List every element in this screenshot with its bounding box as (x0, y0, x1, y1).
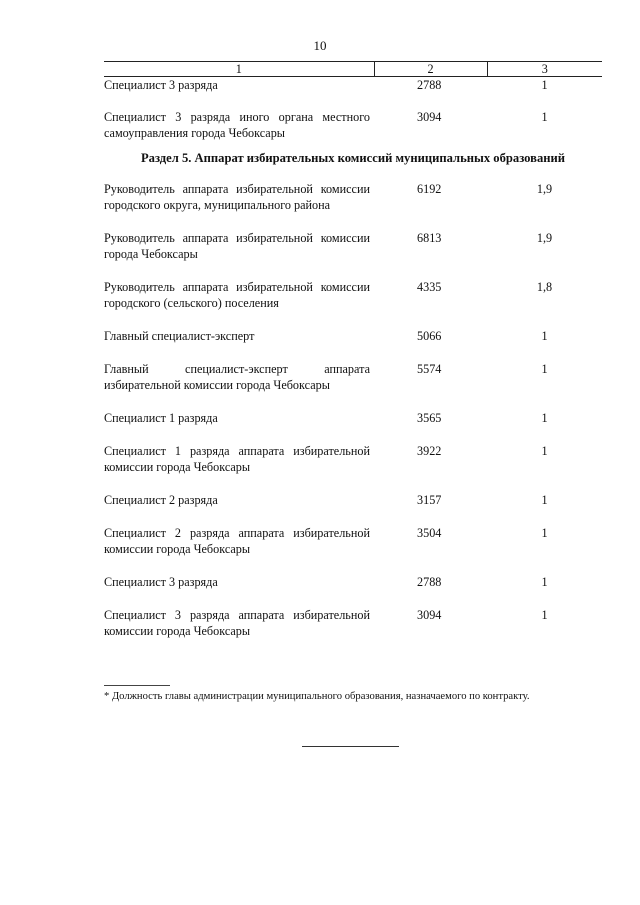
salary-value: 3094 (417, 110, 442, 124)
position-name: Руководитель аппарата избирательной комиссии города Чебоксары (104, 231, 370, 261)
salary-value: 3094 (417, 608, 442, 622)
coefficient-value: 1 (541, 493, 548, 507)
position-name: Руководитель аппарата избирательной комиссии городского (сельского) поселения (104, 280, 370, 310)
table-row (104, 279, 602, 311)
coefficient-value: 1,9 (536, 182, 553, 196)
position-name: Специалист 3 разряда (104, 575, 218, 589)
coefficient-value: 1 (541, 526, 548, 540)
column-header-2: 2 (374, 62, 487, 77)
coefficient-value: 1 (541, 78, 548, 92)
column-header-3: 3 (487, 62, 602, 77)
column-header-1: 1 (104, 62, 374, 77)
table-row (104, 181, 602, 213)
coefficient-value: 1 (541, 110, 548, 124)
position-name: Специалист 2 разряда аппарата избирательной комиссии города Чебоксары (104, 526, 370, 556)
salary-table (104, 61, 602, 639)
position-name: Специалист 1 разряда (104, 411, 218, 425)
table-row (104, 109, 602, 141)
salary-value: 3504 (417, 526, 442, 540)
table-header-row (104, 62, 602, 77)
position-name: Специалист 1 разряда аппарата избирательной комиссии города Чебоксары (104, 444, 370, 474)
coefficient-value: 1 (541, 411, 548, 425)
page-number: 10 (313, 38, 327, 53)
coefficient-value: 1 (541, 362, 548, 376)
position-name: Специалист 3 разряда иного органа местного самоуправления города Чебоксары (104, 110, 370, 140)
section-row (104, 141, 602, 181)
footnote-divider (104, 685, 170, 686)
position-name: Специалист 2 разряда (104, 493, 218, 507)
table-row (104, 77, 602, 94)
end-of-document-line (302, 746, 399, 747)
salary-value: 5066 (417, 329, 442, 343)
table-row (104, 492, 602, 508)
position-name: Главный специалист-эксперт (104, 329, 255, 343)
coefficient-value: 1 (541, 329, 548, 343)
salary-value: 5574 (417, 362, 442, 376)
position-name: Специалист 3 разряда аппарата избирательной комиссии города Чебоксары (104, 608, 370, 638)
salary-value: 4335 (417, 280, 442, 294)
coefficient-value: 1,8 (536, 280, 553, 294)
salary-value: 6813 (417, 231, 442, 245)
salary-value: 6192 (417, 182, 442, 196)
table-row (104, 230, 602, 262)
position-name: Руководитель аппарата избирательной комиссии городского округа, муниципального района (104, 182, 370, 212)
table-row (104, 361, 602, 393)
table-row (104, 607, 602, 639)
coefficient-value: 1,9 (536, 231, 553, 245)
section-title: Раздел 5. Аппарат избирательных комиссий муниципальных образований (140, 151, 566, 165)
table-row (104, 443, 602, 475)
coefficient-value: 1 (541, 608, 548, 622)
coefficient-value: 1 (541, 575, 548, 589)
coefficient-value: 1 (541, 444, 548, 458)
salary-value: 3157 (417, 493, 442, 507)
salary-value: 2788 (417, 575, 442, 589)
salary-value: 3565 (417, 411, 442, 425)
position-name: Специалист 3 разряда (104, 78, 218, 92)
position-name: Главный специалист-эксперт аппарата избирательной комиссии города Чебоксары (104, 362, 370, 392)
table-row (104, 328, 602, 344)
footnote-text: * Должность главы администрации муниципального образования, назначаемого по контракту. (104, 691, 530, 702)
table-row (104, 410, 602, 426)
table-row (104, 574, 602, 590)
table-row (104, 525, 602, 557)
salary-value: 2788 (417, 78, 442, 92)
salary-value: 3922 (417, 444, 442, 458)
